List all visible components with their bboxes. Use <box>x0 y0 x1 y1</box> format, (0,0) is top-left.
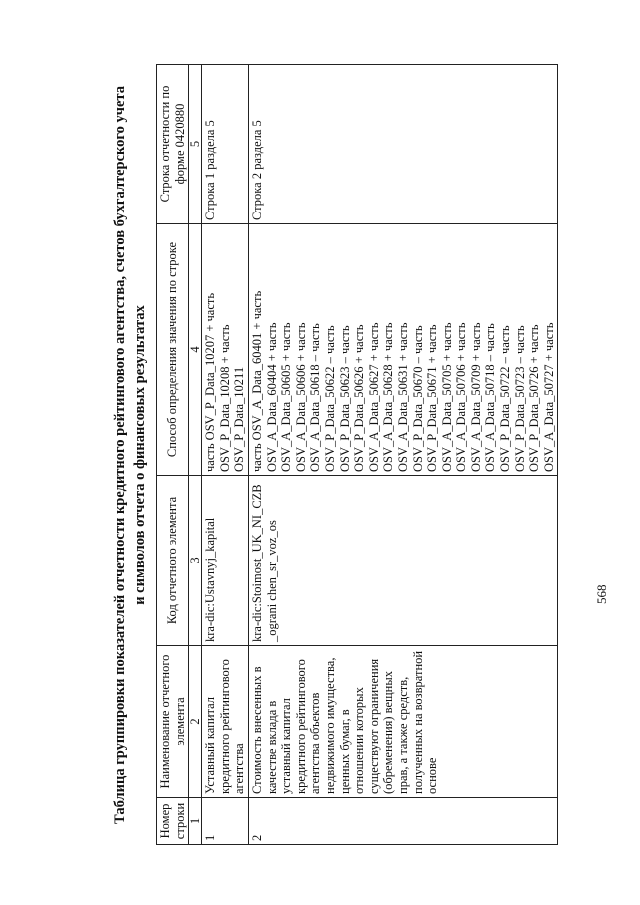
method-line: OSV_P_Data_50622 – часть <box>322 325 337 472</box>
method-line: OSV_P_Data_50670 – часть <box>410 325 425 472</box>
method-cell <box>248 224 557 476</box>
method-line: OSV_A_Data_50605 + часть <box>279 322 294 472</box>
method-line: OSV_A_Data_50718 – часть <box>483 323 498 472</box>
method-line: OSV_P_Data_50722 – часть <box>498 325 513 472</box>
method-line: OSV_P_Data_10208 + часть <box>217 324 232 472</box>
report-line: Строка 2 раздела 5 <box>248 65 557 224</box>
method-line: OSV_P_Data_50623 – часть <box>337 325 352 472</box>
table-row <box>202 65 249 845</box>
table-title-line-1: Таблица группировки показателей отчетности кредитного рейтингового агентства, счетов бухгалтерского учета <box>112 86 128 824</box>
header-row <box>157 65 189 845</box>
method-line: OSV_A_Data_50618 – часть <box>308 323 323 472</box>
column-number-row <box>189 65 202 845</box>
method-line: OSV_P_Data_10211 <box>232 366 247 472</box>
table-row <box>248 65 557 845</box>
header-method: Способ определения значения по строке <box>157 224 189 476</box>
method-line: OSV_A_Data_50705 + часть <box>439 322 454 472</box>
column-number: 1 <box>189 798 202 845</box>
method-line: OSV_A_Data_50727 + часть <box>541 322 556 472</box>
method-line: OSV_A_Data_50627 + часть <box>366 322 381 472</box>
method-line: OSV_A_Data_50706 + часть <box>454 322 469 472</box>
column-number: 4 <box>189 224 202 476</box>
element-code: kra-dic:Ustavnyj_kapital <box>202 476 249 646</box>
method-line: OSV_A_Data_50606 + часть <box>293 322 308 472</box>
method-line: OSV_P_Data_50726 + часть <box>527 324 542 472</box>
element-code: kra-dic:Stoimost_UK_NI_CZB_ograni chen_sr_voz_os <box>248 476 557 646</box>
report-line: Строка 1 раздела 5 <box>202 65 249 224</box>
row-number: 2 <box>248 798 557 845</box>
column-number: 3 <box>189 476 202 646</box>
row-number: 1 <box>202 798 249 845</box>
page-number: 568 <box>594 584 609 604</box>
method-cell <box>202 224 249 476</box>
column-number: 2 <box>189 646 202 798</box>
table-title-line-2: и символов отчета о финансовых результатах <box>132 305 148 605</box>
rotated-page-content <box>110 65 580 845</box>
grouping-table <box>156 64 558 845</box>
method-line: часть OSV_A_Data_60401 + часть <box>249 290 264 472</box>
method-line: OSV_A_Data_60404 + часть <box>264 322 279 472</box>
element-name: Стоимость внесенных в качестве вклада в уставный капитал кредитного рейтингового агентства объектов недвижимого имущества, ценных бумаг, в отношении которых существуют ограничения (обременения) вещных прав, а также средств, полученных на возвратной основе <box>248 646 557 798</box>
header-row-number: Номер строки <box>157 798 189 845</box>
element-name: Уставный капитал кредитного рейтингового агентства <box>202 646 249 798</box>
column-number: 5 <box>189 65 202 224</box>
method-line: OSV_A_Data_50631 + часть <box>395 322 410 472</box>
method-line: OSV_P_Data_50671 + часть <box>425 324 440 472</box>
method-line: OSV_A_Data_50709 + часть <box>468 322 483 472</box>
method-line: OSV_A_Data_50628 + часть <box>381 322 396 472</box>
header-element-code: Код отчетного элемента <box>157 476 189 646</box>
method-line: OSV_P_Data_50626 + часть <box>352 324 367 472</box>
method-line: часть OSV_P_Data_10207 + часть <box>203 292 218 472</box>
header-element-name: Наименование отчетного элемента <box>157 646 189 798</box>
header-report-line: Строка отчетности по форме 0420880 <box>157 65 189 224</box>
table-title <box>110 65 150 845</box>
method-line: OSV_P_Data_50723 – часть <box>512 325 527 472</box>
